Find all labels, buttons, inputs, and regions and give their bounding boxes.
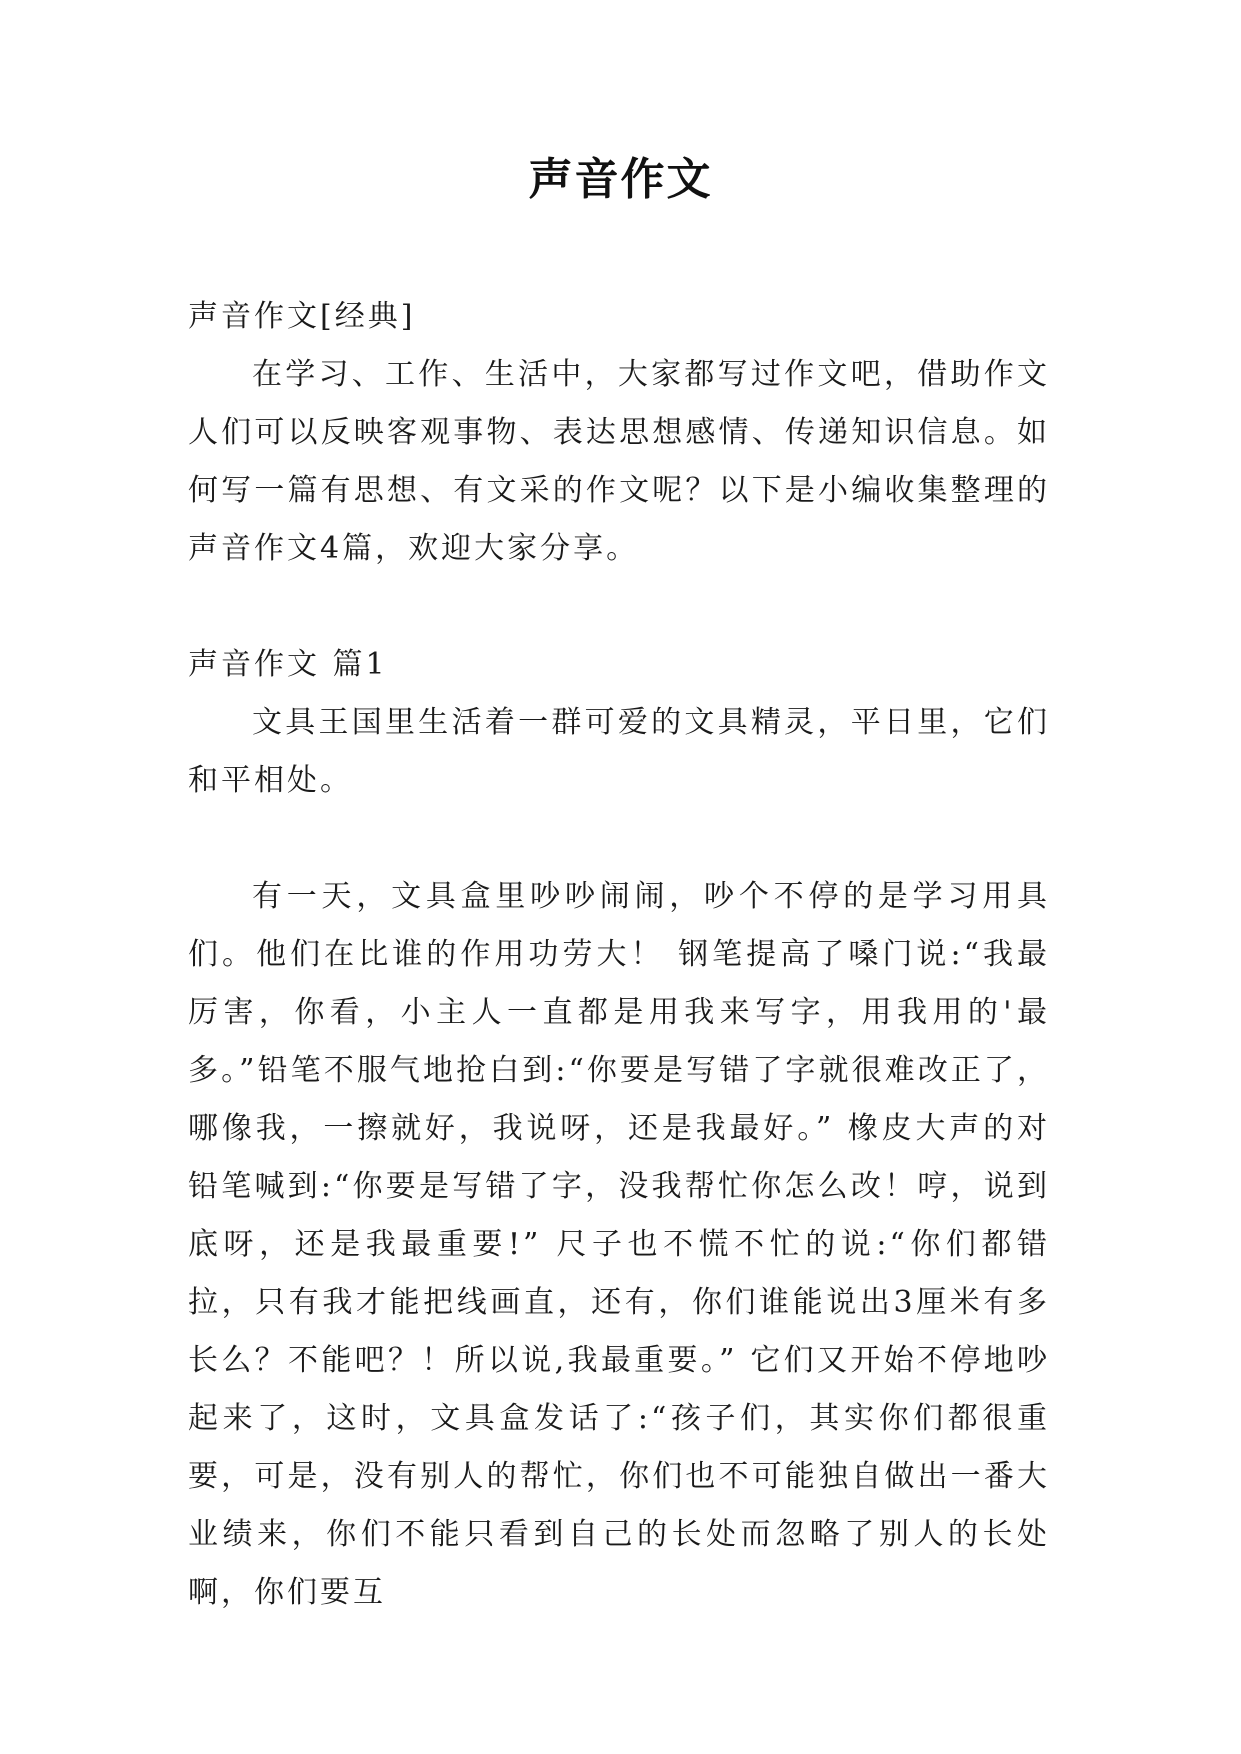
intro-paragraph: 在学习、工作、生活中，大家都写过作文吧，借助作文人们可以反映客观事物、表达思想感情、传递知识信息。如何写一篇有思想、有文采的作文呢？以下是小编收集整理的声音作文4篇，欢迎大家分享。 [188,357,1050,566]
spacer [188,578,1050,636]
document-body [188,288,1050,1622]
page-title: 声音作文 [528,154,713,205]
document-subtitle: 声音作文[经典] [188,299,416,334]
section-paragraph: 有一天，文具盒里吵吵闹闹，吵个不停的是学习用具们。他们在比谁的作用功劳大！ 钢笔提高了嗓门说:“我最厉害，你看，小主人一直都是用我来写字，用我用的'最多。”铅笔不服气地抢白到:“你要是写错了字就很难改正了，哪像我，一擦就好，我说呀，还是我最好。” 橡皮大声的对铅笔喊到:“你要是写错了字，没我帮忙你怎么改！哼，说到底呀，还是我最重要!” 尺子也不慌不忙的说:“你们都错拉，只有我才能把线画直，还有，你们谁能说出3厘米有多长么？不能吧？！所以说,我最重要。” 它们又开始不停地吵起来了，这时，文具盒发话了:“孩子们，其实你们都很重要，可是，没有别人的帮忙，你们也不可能独自做出一番大业绩来，你们不能只看到自己的长处而忽略了别人的长处啊，你们要互 [188,879,1050,1610]
section-heading: 声音作文 篇1 [188,647,388,682]
section-paragraph: 文具王国里生活着一群可爱的文具精灵，平日里，它们和平相处。 [188,705,1050,798]
spacer [188,810,1050,868]
